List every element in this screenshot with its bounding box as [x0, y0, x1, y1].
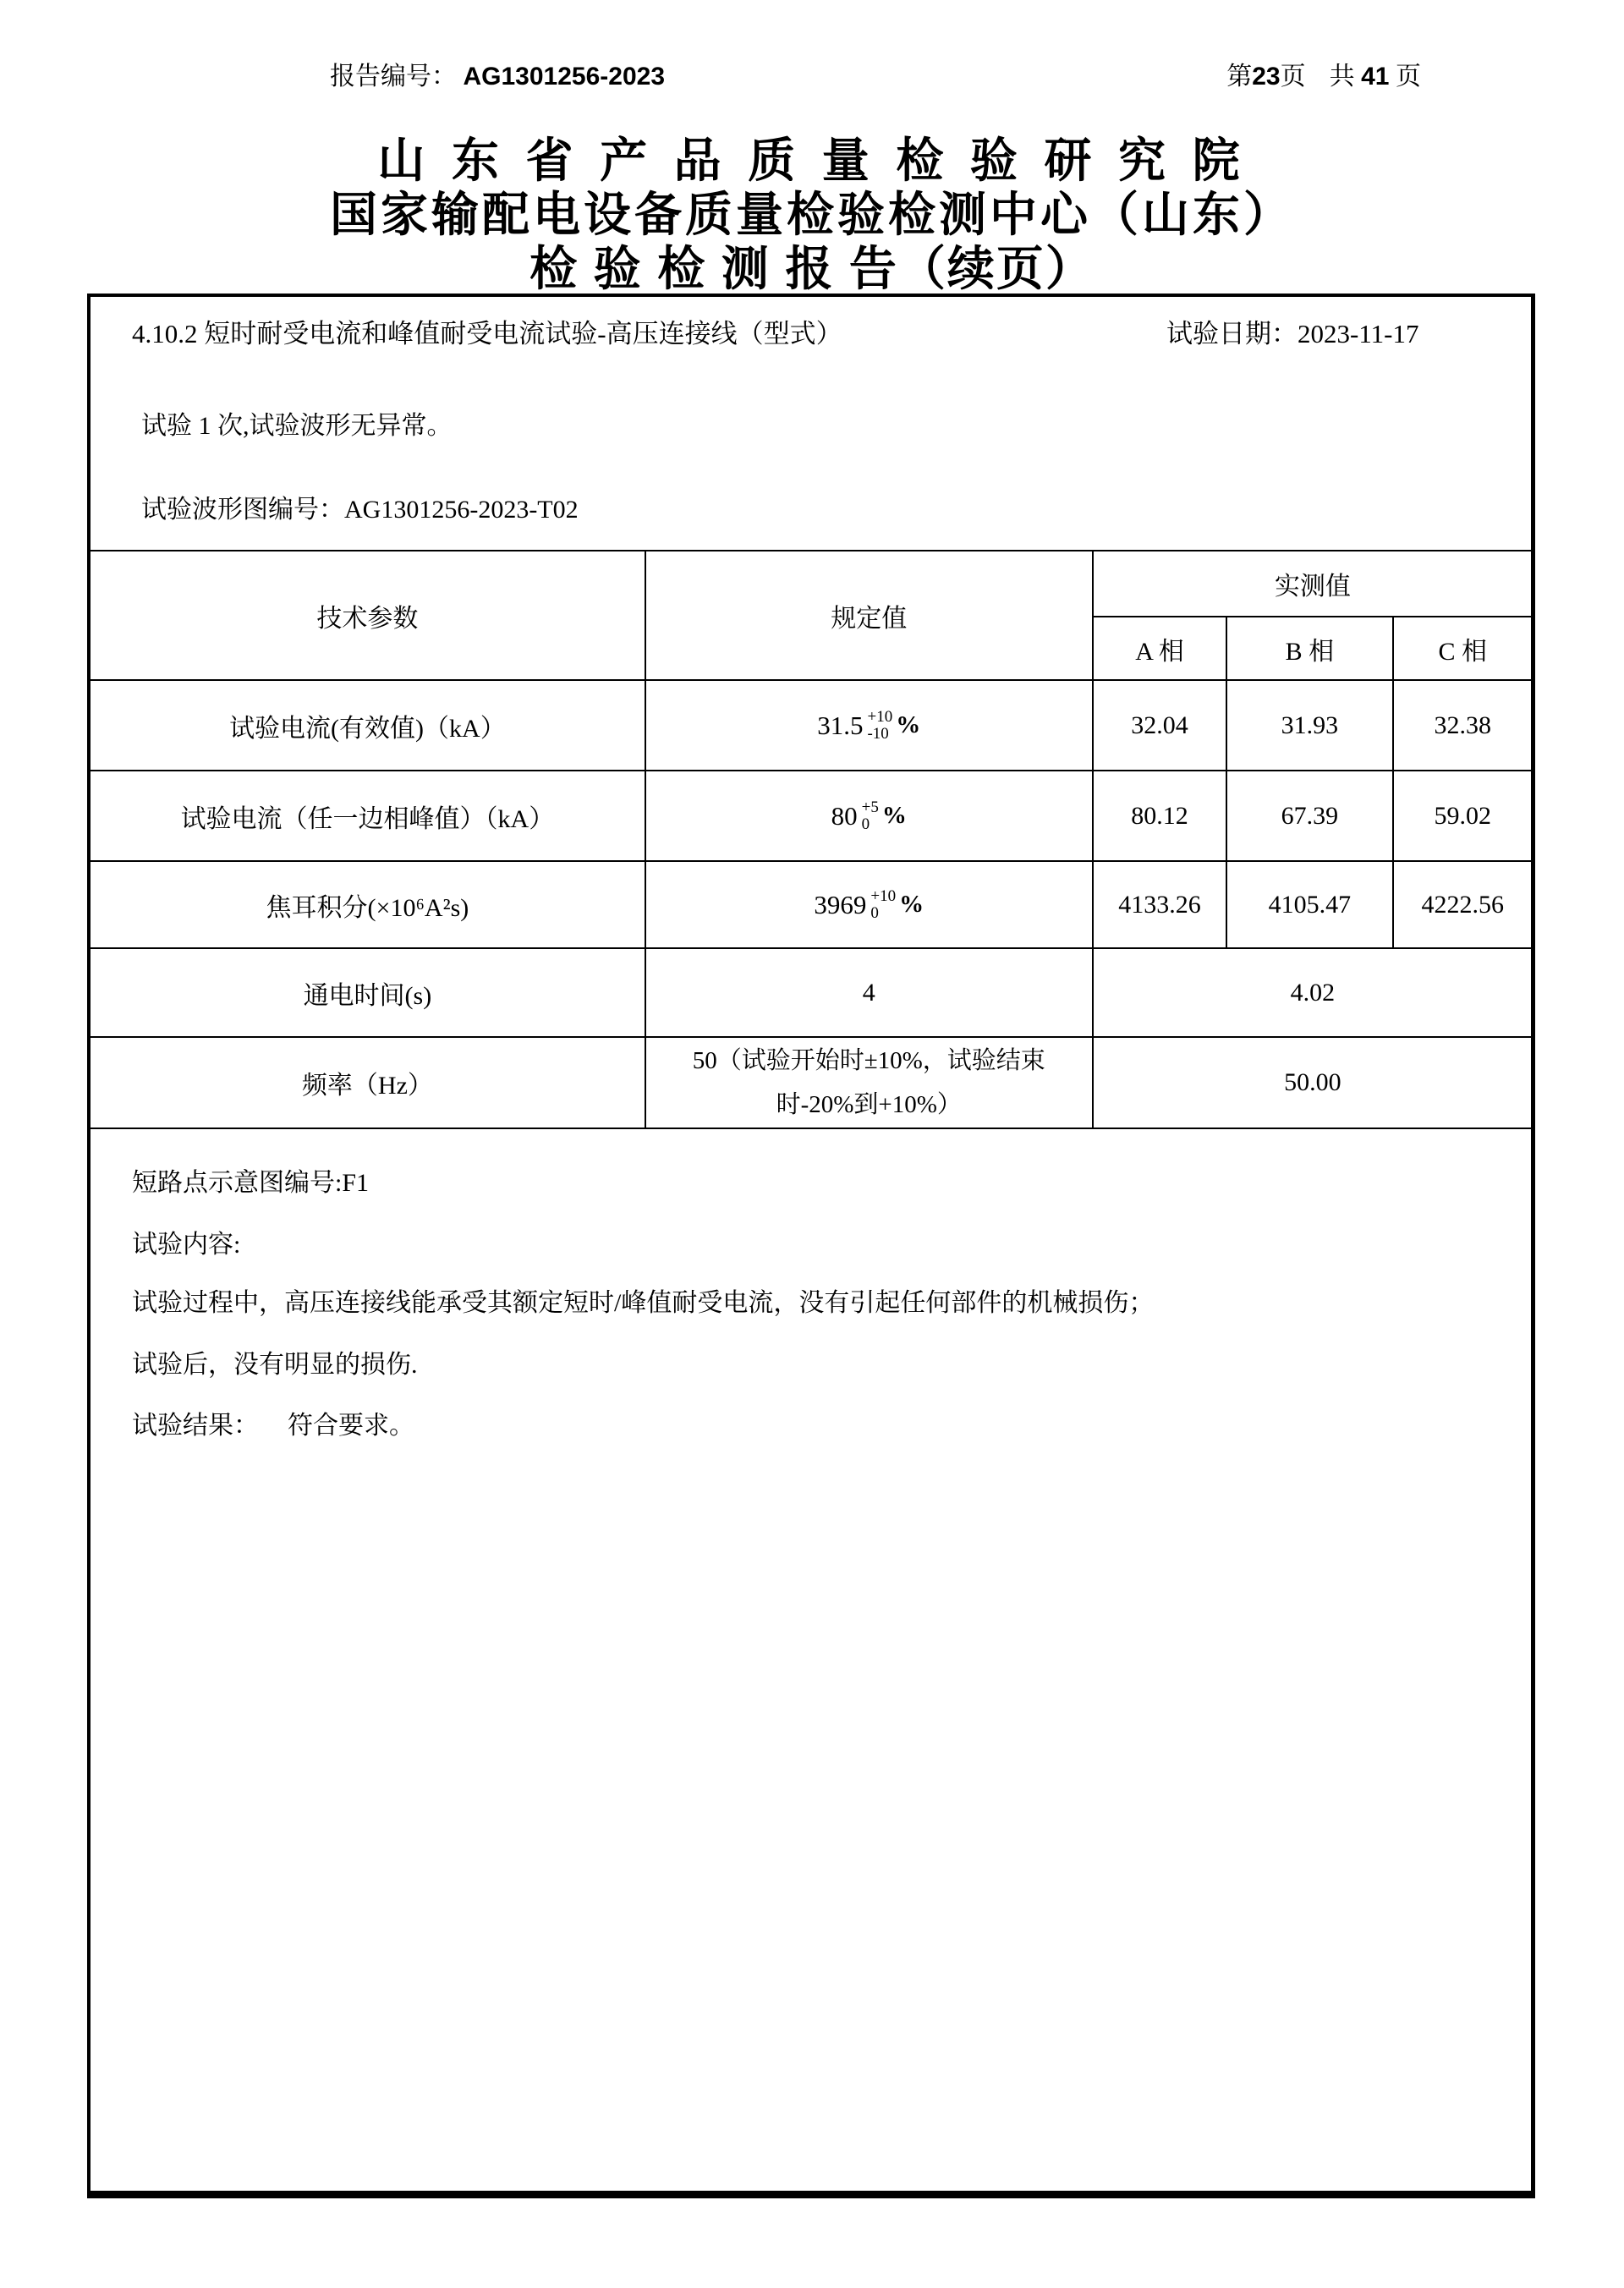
spec-frequency-text [650, 1039, 1089, 1127]
institution-title-line1: 山 东 省 产 品 质 量 检 验 研 究 院 [377, 134, 1247, 187]
spec-cell [645, 1037, 1093, 1128]
report-number-line [330, 63, 665, 91]
spec-frequency-line1: 50（试验开始时±10%，试验结束 [692, 1046, 1045, 1074]
test-result-value: 符合要求。 [288, 1412, 414, 1440]
spec-cell [645, 771, 1093, 861]
phase-a-value: 80.12 [1093, 771, 1227, 861]
col-header-param: 技术参数 [90, 551, 645, 680]
tolerance-value [814, 888, 924, 922]
tolerance-stack [870, 888, 896, 922]
test-content-paragraph-1: 试验过程中，高压连接线能承受其额定短时/峰值耐受电流，没有引起任何部件的机械损伤； [132, 1289, 1155, 1317]
param-cell: 试验电流(有效值)（kA） [90, 680, 645, 771]
results-table [89, 550, 1533, 1129]
col-header-spec: 规定值 [645, 551, 1093, 680]
spec-cell [645, 680, 1093, 771]
test-date-line [1166, 312, 1419, 350]
phase-b-value: 4105.47 [1226, 861, 1392, 948]
measured-merged-value: 4.02 [1093, 948, 1533, 1037]
section-heading: 4.10.2 短时耐受电流和峰值耐受电流试验-高压连接线（型式） [132, 319, 842, 348]
page-total-value: 41 [1361, 63, 1390, 91]
table-row-duration [90, 948, 1533, 1037]
page-word-gong: 共 [1329, 63, 1355, 91]
col-header-phase-c: C 相 [1393, 617, 1533, 680]
spec-cell: 4 [645, 948, 1093, 1037]
test-content-paragraph-2: 试验后，没有明显的损伤. [132, 1351, 418, 1379]
spec-cell [645, 861, 1093, 948]
tolerance-stack [862, 799, 879, 833]
report-number-value: AG1301256-2023 [463, 63, 666, 91]
institution-title-line2: 国家输配电设备质量检验检测中心（山东） [330, 188, 1294, 241]
tolerance-base: 31.5 [817, 710, 864, 740]
tolerance-unit: % [881, 802, 907, 829]
param-cell: 通电时间(s) [90, 948, 645, 1037]
section-header-row [91, 312, 1531, 349]
tolerance-base: 80 [831, 800, 858, 831]
phase-a-value: 4133.26 [1093, 861, 1227, 948]
short-circuit-ref-line: 短路点示意图编号:F1 [132, 1169, 370, 1197]
page-word-di: 第 [1226, 63, 1253, 91]
waveform-number-label: 试验波形图编号： [141, 496, 344, 524]
phase-c-value: 4222.56 [1393, 861, 1533, 948]
spec-frequency-line2: 时-20%到+10%） [776, 1091, 962, 1118]
test-count-line: 试验 1 次,试验波形无异常。 [141, 412, 453, 440]
tolerance-unit: % [896, 711, 921, 738]
param-cell: 焦耳积分(×10⁶A²s) [90, 861, 645, 948]
table-row-current-peak [90, 771, 1533, 861]
phase-a-value: 32.04 [1093, 680, 1227, 771]
test-date-label: 试验日期： [1166, 319, 1298, 348]
page-number-line [1226, 63, 1421, 91]
table-row-joule-integral [90, 861, 1533, 948]
page-word-ye1: 页 [1280, 63, 1306, 91]
param-cell: 试验电流（任一边相峰值）（kA） [90, 771, 645, 861]
tolerance-sub: 0 [861, 815, 870, 833]
table-row-current-rms [90, 680, 1533, 771]
phase-c-value: 59.02 [1393, 771, 1533, 861]
tolerance-unit: % [899, 891, 924, 918]
tolerance-sub: 0 [870, 903, 879, 922]
col-header-phase-a: A 相 [1093, 617, 1227, 680]
waveform-number-line [141, 488, 579, 525]
phase-b-value: 67.39 [1226, 771, 1392, 861]
page-header [330, 63, 1421, 91]
tolerance-value [817, 709, 920, 743]
test-result-line [132, 1404, 414, 1441]
tolerance-base: 3969 [814, 889, 867, 919]
tolerance-sup: +10 [867, 707, 893, 726]
tolerance-value [831, 799, 907, 833]
tolerance-sup: +5 [861, 798, 879, 816]
report-content-box [87, 294, 1535, 2198]
test-content-label: 试验内容: [132, 1231, 241, 1259]
table-header-row-1 [90, 551, 1533, 617]
col-header-measured: 实测值 [1093, 551, 1533, 617]
page-word-ye2: 页 [1396, 63, 1421, 91]
param-cell: 频率（Hz） [90, 1037, 645, 1128]
test-result-label: 试验结果： [132, 1412, 259, 1440]
tolerance-sup: +10 [870, 886, 897, 905]
phase-b-value: 31.93 [1226, 680, 1392, 771]
report-number-label: 报告编号： [330, 63, 457, 91]
col-header-phase-b: B 相 [1226, 617, 1392, 680]
tolerance-sub: -10 [867, 724, 889, 743]
table-row-frequency [90, 1037, 1533, 1128]
page-number-value: 23 [1252, 63, 1281, 91]
measured-merged-value: 50.00 [1093, 1037, 1533, 1128]
tolerance-stack [867, 709, 892, 743]
phase-c-value: 32.38 [1393, 680, 1533, 771]
test-date-value: 2023-11-17 [1298, 319, 1419, 348]
report-title-line3: 检 验 检 测 报 告（续页） [529, 242, 1095, 295]
waveform-number-value: AG1301256-2023-T02 [344, 496, 579, 524]
